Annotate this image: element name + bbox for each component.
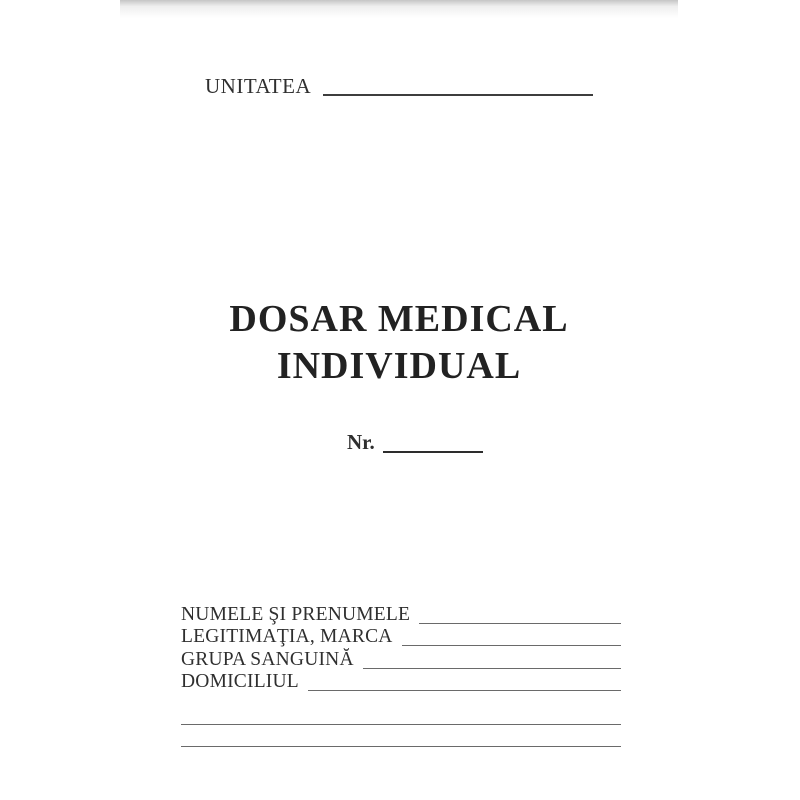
- numele-label: NUMELE ŞI PRENUMELE: [181, 603, 411, 625]
- blank-line-1: [181, 703, 621, 725]
- document-page: [120, 0, 678, 800]
- document-title-line2: INDIVIDUAL: [276, 345, 522, 387]
- nr-field: [347, 430, 597, 455]
- unitatea-label: UNITATEA: [205, 74, 312, 98]
- document-title: [120, 296, 678, 390]
- legitimatia-label: LEGITIMAŢIA, MARCA: [181, 626, 393, 647]
- unitatea-field: [205, 74, 593, 99]
- page-top-shadow: [120, 0, 678, 18]
- unitatea-blank-line: [323, 94, 593, 96]
- grupa-sanguina-label: GRUPA SANGUINĂ: [181, 648, 354, 670]
- domiciliul-label: DOMICILIUL: [181, 671, 299, 692]
- grupa-sanguina-blank-line: [363, 668, 621, 669]
- nr-label: Nr.: [347, 430, 375, 454]
- document-title-line1: DOSAR MEDICAL: [229, 298, 569, 340]
- field-row-domiciliul: [181, 671, 621, 694]
- legitimatia-blank-line: [402, 645, 621, 646]
- field-row-numele: [181, 603, 621, 626]
- domiciliul-blank-line: [308, 690, 621, 691]
- blank-line-2: [181, 725, 621, 747]
- numele-blank-line: [419, 623, 621, 624]
- field-row-grupa-sanguina: [181, 648, 621, 671]
- field-row-legitimatia: [181, 626, 621, 649]
- nr-blank-line: [383, 451, 483, 453]
- personal-fields-block: [181, 603, 621, 747]
